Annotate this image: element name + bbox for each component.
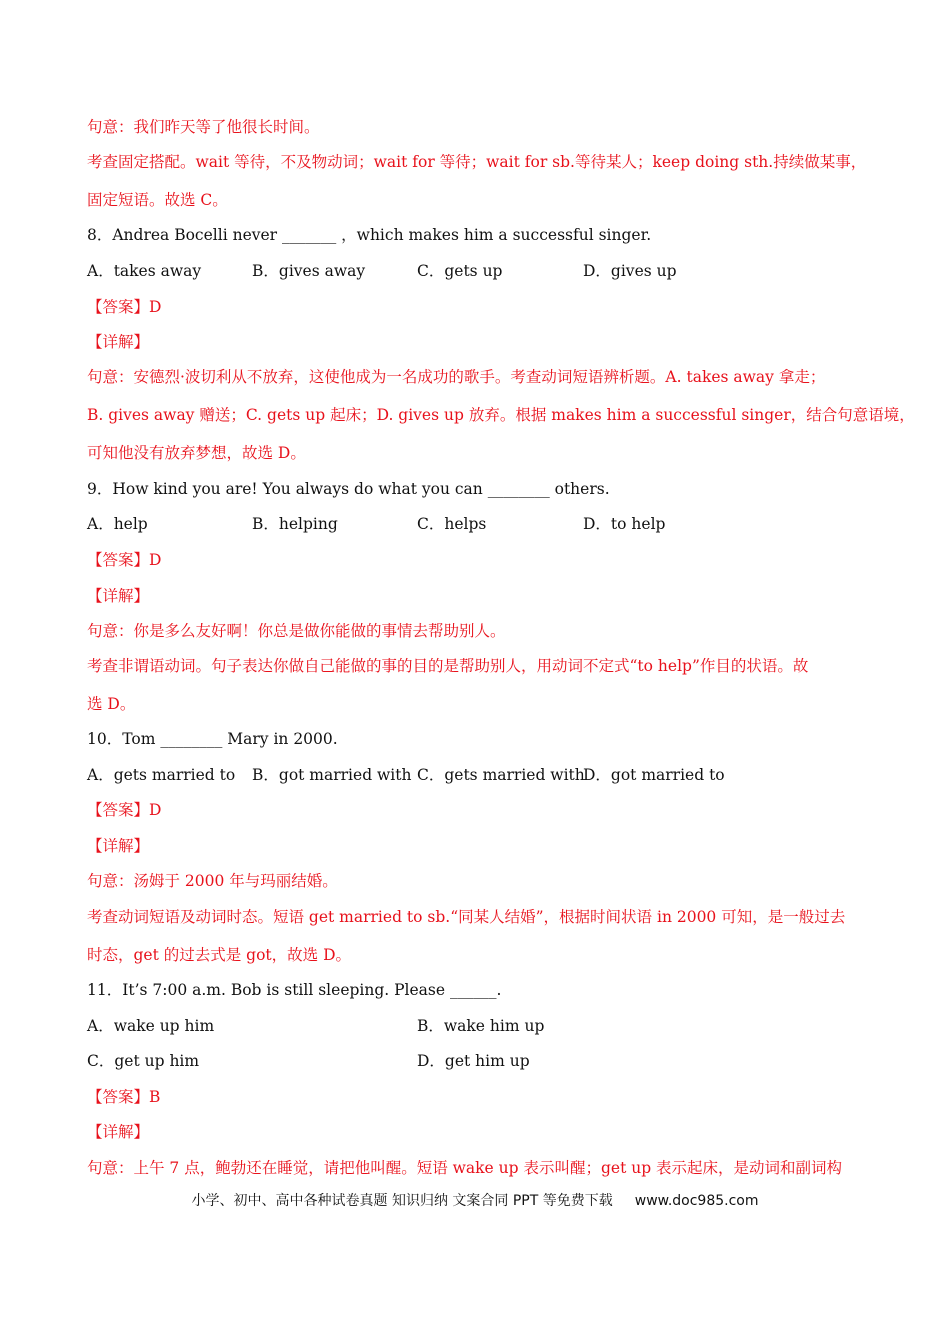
- q9-detail-line-3: 选 D。: [87, 695, 136, 713]
- q11-answer: 【答案】B: [87, 1088, 161, 1106]
- q7-analysis-line-1: 考查固定搭配。wait 等待，不及物动词；wait for 等待；wait for sb.等待某人；keep doing sth.持续做某事，: [87, 153, 867, 171]
- q11-detail-line-1: 句意：上午 7 点，鲍勃还在睡觉，请把他叫醒。短语 wake up 表示叫醒；get up 表示起床，是动词和副词构: [87, 1159, 843, 1177]
- q8-answer: 【答案】D: [87, 298, 162, 316]
- footer-text: 小学、初中、高中各种试卷真题 知识归纳 文案合同 PPT 等免费下载: [191, 1193, 613, 1209]
- q9-option-c: C．helps: [417, 515, 487, 533]
- page-footer: [0, 1190, 950, 1212]
- q7-analysis-line-2: 固定短语。故选 C。: [87, 191, 228, 209]
- q11-option-a: A．wake up him: [87, 1017, 215, 1035]
- q9-answer: 【答案】D: [87, 551, 162, 569]
- q10-option-d: D．got married to: [583, 766, 725, 784]
- q9-stem: 9．How kind you are! You always do what you can ________ others.: [87, 480, 610, 498]
- q11-option-c: C．get up him: [87, 1052, 200, 1070]
- q11-option-b: B．wake him up: [417, 1017, 545, 1035]
- q8-option-c: C．gets up: [417, 262, 503, 280]
- q8-detail-label: 【详解】: [87, 333, 150, 351]
- q10-option-a: A．gets married to: [87, 766, 236, 784]
- q10-option-b: B．got married with: [252, 766, 412, 784]
- q10-stem: 10．Tom ________ Mary in 2000.: [87, 730, 338, 748]
- q9-detail-label: 【详解】: [87, 587, 150, 605]
- q10-detail-line-2: 考查动词短语及动词时态。短语 get married to sb.“同某人结婚”，根据时间状语 in 2000 可知，是一般过去: [87, 908, 846, 926]
- q9-option-a: A．help: [87, 515, 148, 533]
- q9-detail-line-2: 考查非谓语动词。句子表达你做自己能做的事的目的是帮助别人，用动词不定式“to help”作目的状语。故: [87, 657, 809, 675]
- q7-meaning: 句意：我们昨天等了他很长时间。: [87, 118, 320, 136]
- q11-option-d: D．get him up: [417, 1052, 530, 1070]
- footer-url[interactable]: www.doc985.com: [634, 1193, 759, 1209]
- q9-option-d: D．to help: [583, 515, 666, 533]
- q10-detail-line-3: 时态，get 的过去式是 got，故选 D。: [87, 946, 352, 964]
- q8-detail-line-3: 可知他没有放弃梦想，故选 D。: [87, 444, 306, 462]
- q8-option-a: A．takes away: [87, 262, 202, 280]
- q10-detail-line-1: 句意：汤姆于 2000 年与玛丽结婚。: [87, 872, 338, 890]
- q11-stem: 11．It’s 7:00 a.m. Bob is still sleeping. Please ______.: [87, 981, 502, 999]
- q10-detail-label: 【详解】: [87, 837, 150, 855]
- q11-detail-label: 【详解】: [87, 1123, 150, 1141]
- q8-stem: 8．Andrea Bocelli never _______ ，which makes him a successful singer.: [87, 226, 652, 244]
- q8-detail-line-2: B. gives away 赠送；C. gets up 起床；D. gives up 放弃。根据 makes him a successful singer，结合句意语境，: [87, 406, 915, 424]
- q10-answer: 【答案】D: [87, 801, 162, 819]
- q8-option-d: D．gives up: [583, 262, 677, 280]
- q10-option-c: C．gets married with: [417, 766, 585, 784]
- q9-detail-line-1: 句意：你是多么友好啊！你总是做你能做的事情去帮助别人。: [87, 622, 506, 640]
- q8-detail-line-1: 句意：安德烈·波切利从不放弃，这使他成为一名成功的歌手。考查动词短语辨析题。A. takes away 拿走；: [87, 368, 826, 386]
- q8-option-b: B．gives away: [252, 262, 366, 280]
- q9-option-b: B．helping: [252, 515, 338, 533]
